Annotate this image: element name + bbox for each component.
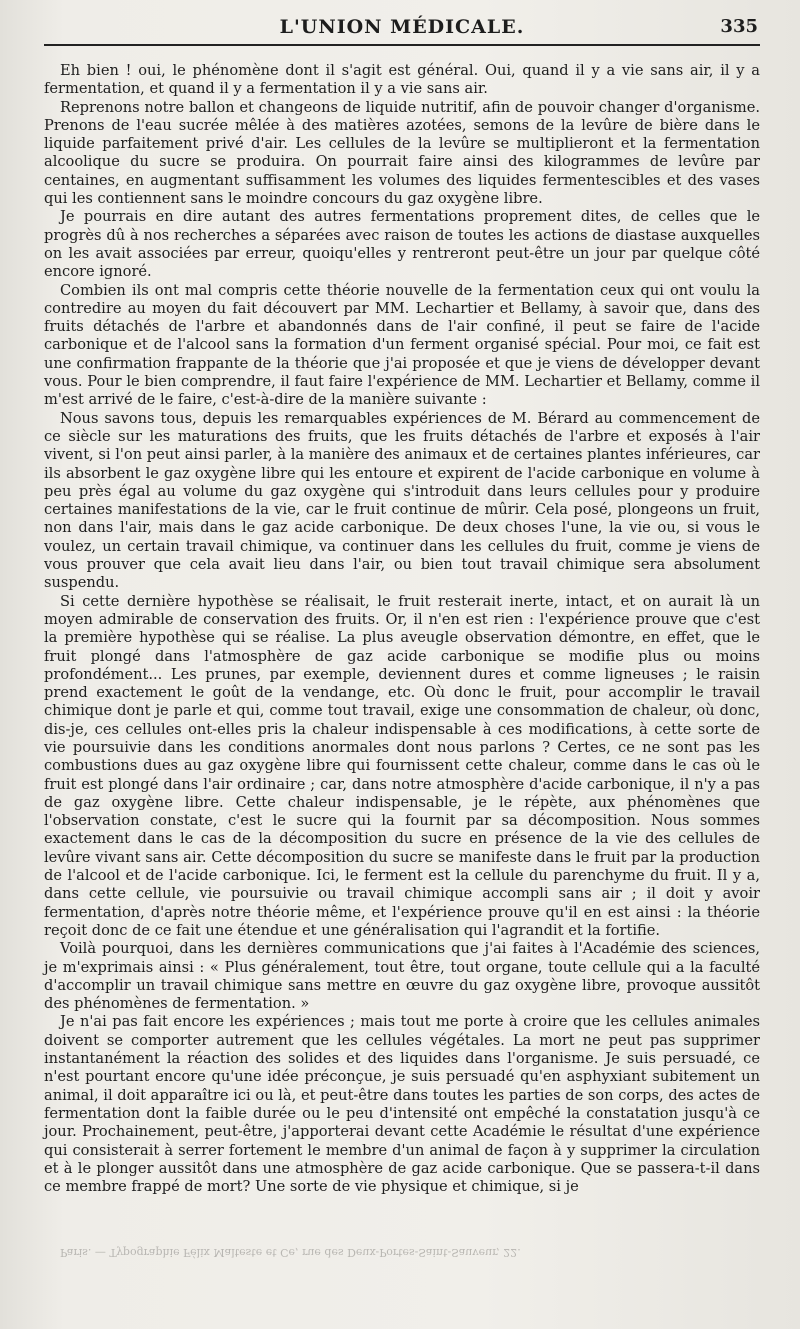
running-header <box>44 14 760 46</box>
paragraph: Je pourrais en dire autant des autres fermentations proprement dites, de celles que le progrès dû à nos recherches a séparées avec raison de toutes les actions de diastase auxquelles on les avait associées par erreur, quoiqu'elles y rentreront peut-être un jour par quelque côté encore ignoré. <box>44 208 760 281</box>
journal-title: L'UNION MÉDICALE. <box>279 16 525 38</box>
paragraph: Je n'ai pas fait encore les expériences ; mais tout me porte à croire que les cellules animales doivent se comporter autrement que les cellules végétales. La mort ne peut pas supprimer instantanément la réaction des solides et des liquides dans l'organisme. Je suis persuadé, ce n'est pourtant encore qu'une idée préconçue, je suis persuadé qu'en asphyxiant subitement un animal, il doit apparaître ici ou là, et peut-être dans toutes les parties de son corps, des actes de fermentation dont la faible durée ou le peu d'intensité ont empêché la constatation jusqu'à ce jour. Prochainement, peut-être, j'apporterai devant cette Académie le résultat d'une expérience qui consisterait à serrer fortement le membre d'un animal de façon à y supprimer la circulation et à le plonger aussitôt dans une atmosphère de gaz acide carbonique. Que se passera-t-il dans ce membre frappé de mort? Une sorte de vie physique et chimique, si je <box>44 1013 760 1196</box>
paragraph: Eh bien ! oui, le phénomène dont il s'agit est général. Oui, quand il y a vie sans air, il y a fermentation, et quand il y a fermentation il y a vie sans air. <box>44 62 760 98</box>
paragraph: Voilà pourquoi, dans les dernières communications que j'ai faites à l'Académie des sciences, je m'exprimais ainsi : « Plus généralement, tout être, tout organe, toute cellule qui a la faculté d'accomplir un travail chimique sans mettre en œuvre du gaz oxygène libre, provoque aussitôt des phénomènes de fermentation. » <box>44 940 760 1013</box>
paragraph: Reprenons notre ballon et changeons de liquide nutritif, afin de pouvoir changer d'organisme. Prenons de l'eau sucrée mêlée à des matières azotées, semons de la levûre de bière dans le liquide parfaitement privé d'air. Les cellules de la levûre se multiplieront et la fermentation alcoolique du sucre se produira. On pourrait faire ainsi des kilogrammes de levûre par centaines, en augmentant suffisamment les volumes des liquides fermentescibles et des vases qui les contiennent sans le moindre concours du gaz oxygène libre. <box>44 98 760 208</box>
bleed-through-imprint: Paris. — Typographie Félix Malteste et Ce, rue des Deux-Portes-Saint-Sauveur, 22. <box>60 1246 521 1259</box>
paragraph: Si cette dernière hypothèse se réalisait, le fruit resterait inerte, intact, et on aurait là un moyen admirable de conservation des fruits. Or, il n'en est rien : l'expérience prouve que c'est la première hypothèse qui se réalise. La plus aveugle observation démontre, en effet, que le fruit plongé dans l'atmosphère de gaz acide carbonique se modifie plus ou moins profondément... Les prunes, par exemple, deviennent dures et comme ligneuses ; le raisin prend exactement le goût de la vendange, etc. Où donc le fruit, pour accomplir le travail chimique dont je parle et qui, comme tout travail, exige une consommation de chaleur, où donc, dis-je, ces cellules ont-elles pris la chaleur indispensable à ces modifications, à cette sorte de vie poursuivie dans les conditions anormales dont nous parlons ? Certes, ce ne sont pas les combustions dues au gaz oxygène libre qui fournissent cette chaleur, comme dans le cas où le fruit est plongé dans l'air ordinaire ; car, dans notre atmosphère d'acide carbonique, il n'y a pas de gaz oxygène libre. Cette chaleur indispensable, je le répète, aux phénomènes que l'observation constate, c'est le sucre qui la fournit par sa décomposition. Nous sommes exactement dans le cas de la décomposition du sucre en présence de la vie des cellules de levûre vivant sans air. Cette décomposition du sucre se manifeste dans le fruit par la production de l'alcool et de l'acide carbonique. Ici, le ferment est la cellule du parenchyme du fruit. Il y a, dans cette cellule, vie poursuivie ou travail chimique accompli sans air ; il doit y avoir fermentation, d'après notre théorie même, et l'expérience prouve qu'il en est ainsi : la théorie reçoit donc de ce fait une étendue et une généralisation qui l'agrandit et la fortifie. <box>44 592 760 939</box>
page-number: 335 <box>720 16 758 37</box>
paragraph: Nous savons tous, depuis les remarquables expériences de M. Bérard au commencement de ce siècle sur les maturations des fruits, que les fruits détachés de l'arbre et exposés à l'air vivent, si l'on peut ainsi parler, à la manière des animaux et de certaines plantes inférieures, car ils absorbent le gaz oxygène libre qui les entoure et expirent de l'acide carbonique en volume à peu près égal au volume du gaz oxygène qui s'introduit dans leurs cellules pour y produire certaines manifestations de la vie, car le fruit continue de mûrir. Cela posé, plongeons un fruit, non dans l'air, mais dans le gaz acide carbonique. De deux choses l'une, la vie ou, si vous le voulez, un certain travail chimique, va continuer dans les cellules du fruit, comme je viens de vous prouver que cela avait lieu dans l'air, ou bien tout travail chimique sera absolument suspendu. <box>44 409 760 592</box>
paragraph: Combien ils ont mal compris cette théorie nouvelle de la fermentation ceux qui ont voulu la contredire au moyen du fait découvert par MM. Lechartier et Bellamy, à savoir que, dans des fruits détachés de l'arbre et abandonnés dans de l'air confiné, il peut se faire de l'acide carbonique et de l'alcool sans la formation d'un ferment organisé spécial. Pour moi, ce fait est une confirmation frappante de la théorie que j'ai proposée et que je viens de développer devant vous. Pour le bien comprendre, il faut faire l'expérience de MM. Lechartier et Bellamy, comme il m'est arrivé de le faire, c'est-à-dire de la manière suivante : <box>44 281 760 409</box>
article-body <box>44 62 760 1196</box>
